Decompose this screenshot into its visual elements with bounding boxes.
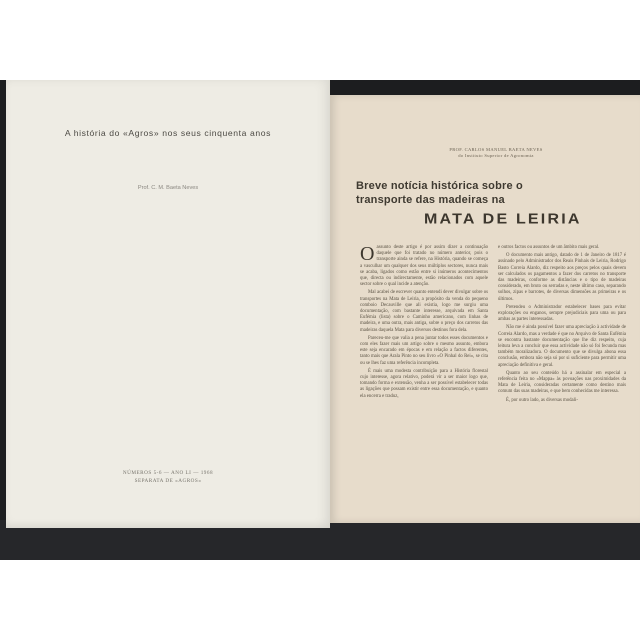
booklet-issue-line: NÚMEROS 5-6 — ANO LI — 1968	[122, 470, 214, 476]
drop-cap: O	[360, 243, 375, 265]
paragraph: Mal acabei de escrever quanto entendi dever divulgar sobre os transportes na Mata de Leiria, a propósito da venda do pequeno comboio Decauville que ali existia, logo me surgiu uma documentação, com bastante interesse, arquivada em Santa Eufémia (lista) sobre o Caminho americano, com linhas de madeira, e uma outra, mais antiga, sobre o preço dos carretos das madeiras daquela Mata para diversos destinos fora dela.	[360, 290, 488, 333]
article-page	[330, 95, 640, 523]
paragraph: e outros factos ou assuntos de um âmbito mais geral.	[498, 245, 600, 250]
article-author-affiliation: do Instituto Superior de Agronomia	[458, 153, 534, 158]
article-title-line-1: Breve notícia histórica sobre o	[356, 180, 523, 192]
paragraph: Não me é ainda possível fazer uma apreciação à actividade de Correia Alardo, mas a verdade é que no Arquivo de Santa Eufémia se encontra bastante documentação que lhe diz respeito, cuja leitura leva a concluir que essa actividade não só foi fecunda mas também moralizadora. O documento que se divulga abona essa conclusão, embora não seja só por si suficiente para permitir uma apreciação definitiva e geral.	[498, 325, 626, 368]
article-column-2	[498, 245, 626, 406]
article-title-highlight: MATA DE LEIRIA	[424, 211, 582, 228]
article-title	[356, 179, 616, 207]
booklet-title: A história do «Agros» nos seus cinquenta anos	[64, 128, 272, 138]
booklet-cover	[6, 80, 330, 528]
paragraph	[360, 245, 488, 288]
paragraph: Pretendeu o Administrador estabelecer bases para evitar explorações ou enganos, sempre prejudiciais para uma ou para ambas as partes interessadas.	[498, 304, 626, 323]
paragraph: É mais uma modesta contribuição para a História florestal cujo interesse, agora relativo, poderá vir a ser maior logo que, tomando forma e extensão, venha a ser possível estabelecer todas as ligações que possam existir entre essa documentação, e quanto ela encerra e traduz,	[360, 368, 488, 399]
booklet-author: Prof. C. M. Baeta Neves	[137, 185, 199, 191]
paragraph-text: assunto deste artigo é por assim dizer a continuação daquele que foi tratado no número anterior, pois o transporte ainda se refere, na História, quando se começa a vasculhar um qualquer dos seus múltiplos sectores, nunca mais se acaba, ligados como estão entre si inúmeros acontecimentos que, directa ou indirectamente, estão relacionados com aquele sector sobre o qual incide a atenção.	[360, 245, 488, 288]
paragraph: O documento mais antigo, datado de 1 de Janeiro de 1817 é assinado pelo Administrador dos Reais Pinhais de Leiria, Rodrigo Basto Correia Alardo, diz respeito aos preços pelos quais devem ser calculados os pagamentos a fazer dos carretos no transporte das madeiras, conforme as distâncias e o tipo de madeiras considerado, em bruto ou serradas e, neste último caso, separando solhos, zipas e barrotes, de diversas dimensões as primeiras e os últimos.	[498, 253, 626, 302]
article-author-name: PROF. CARLOS MANUEL BAETA NEVES	[449, 147, 543, 152]
booklet-separata-line: SEPARATA DE «AGROS»	[134, 478, 202, 484]
paragraph: Pareceu-me que valia a pena juntar todos esses documentos e com eles fazer mais um artigo sobre o mesmo assunto, embora este seja encarado em épocas e em relação a factos diferentes, tanto mais que Arala Pinto no seu livro «O Pinhal do Rei», se cita ou se lhes faz uma referência incompleta.	[360, 335, 488, 366]
article-title-line-2: transporte das madeiras na	[356, 194, 505, 206]
paragraph: Quanto ao seu conteúdo há a assinalar em especial a referência feita no «Mappa» às povoações nas proximidades da Mata de Leiria, consideradas certamente como destino mais comum das suas madeiras, e que bem conhecidas me interessa.	[498, 370, 626, 395]
article-author	[416, 147, 576, 159]
article-column-1	[360, 245, 488, 402]
paragraph: É, por outro lado, as diversas modali-	[506, 397, 578, 403]
